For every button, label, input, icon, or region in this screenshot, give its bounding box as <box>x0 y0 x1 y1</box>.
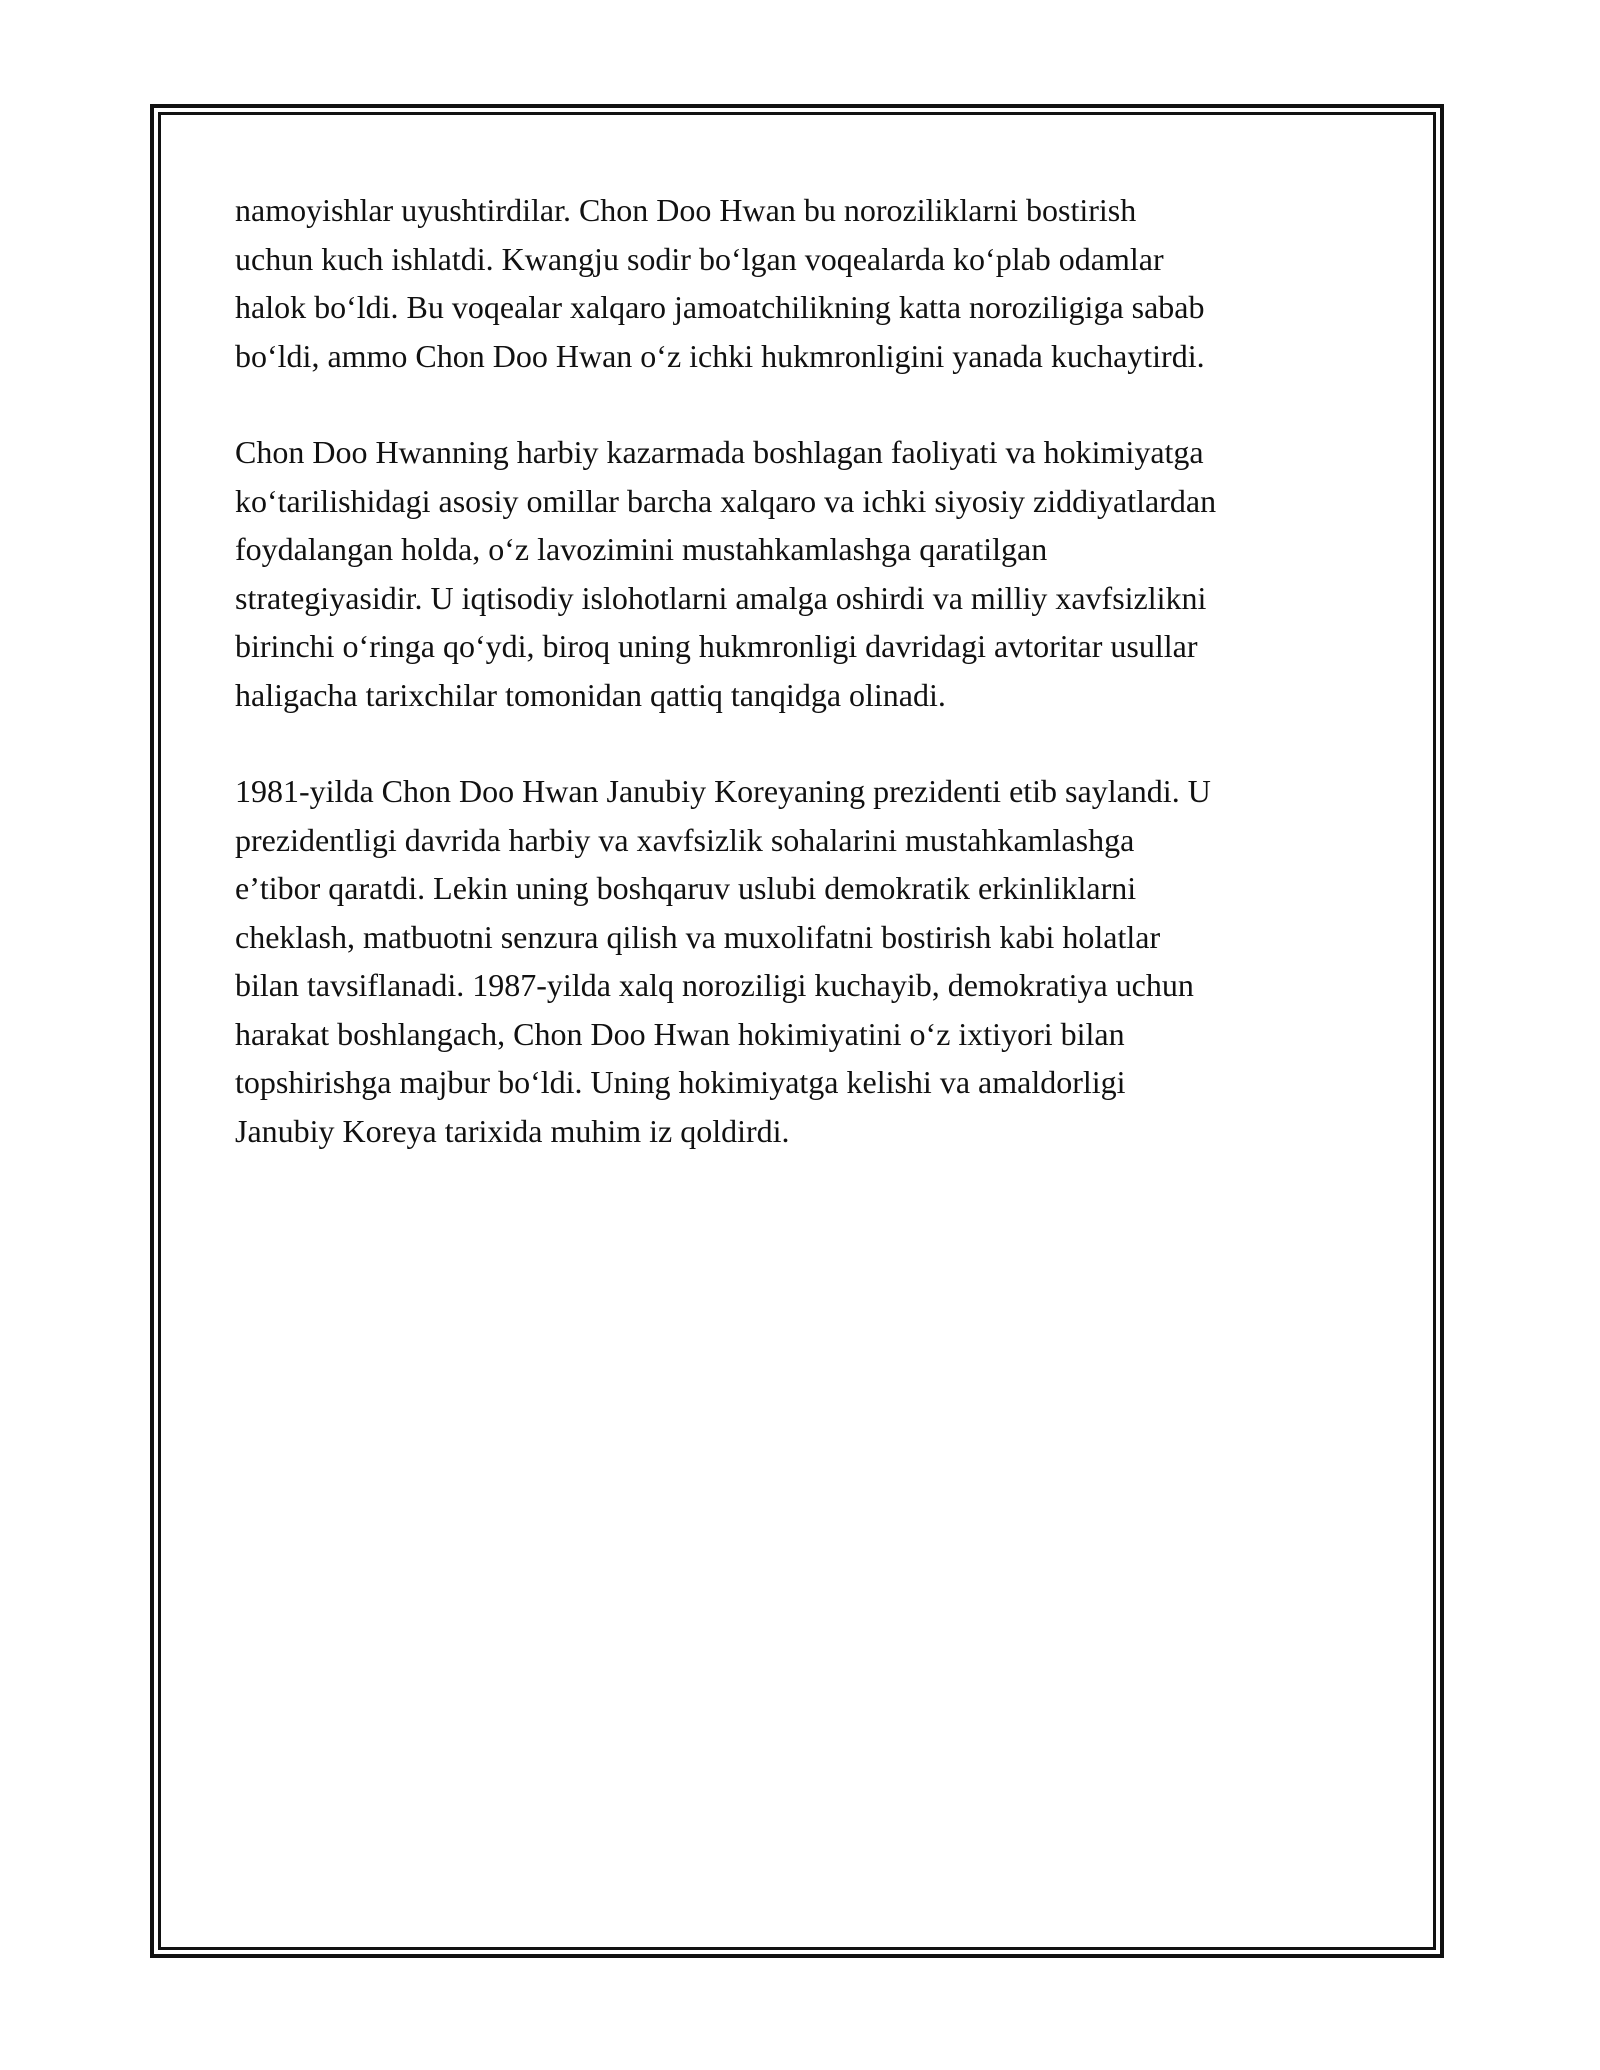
paragraph-1: namoyishlar uyushtirdilar. Chon Doo Hwan bu noroziliklarni bostirish uchun kuch ishlatdi. Kwangju sodir boʻlgan voqealarda koʻplab odamlar halok boʻldi. Bu voqealar xalqaro jamoatchilikning katta noroziligiga sabab boʻldi, ammo Chon Doo Hwan oʻz ichki hukmronligini yanada kuchaytirdi. <box>235 192 1205 374</box>
paragraph-3: 1981-yilda Chon Doo Hwan Janubiy Koreyaning prezidenti etib saylandi. U prezidentligi davrida harbiy va xavfsizlik sohalarini mustahkamlashga eʼtibor qaratdi. Lekin uning boshqaruv uslubi demokratik erkinliklarni cheklash, matbuotni senzura qilish va muxolifatni bostirish kabi holatlar bilan tavsiflanadi. 1987-yilda xalq noroziligi kuchayib, demokratiya uchun harakat boshlangach, Chon Doo Hwan hokimiyatini oʻz ixtiyori bilan topshirishga majbur boʻldi. Uning hokimiyatga kelishi va amaldorligi Janubiy Koreya tarixida muhim iz qoldirdi. <box>235 773 1211 1149</box>
paragraph-2: Chon Doo Hwanning harbiy kazarmada boshlagan faoliyati va hokimiyatga koʻtarilishidagi asosiy omillar barcha xalqaro va ichki siyosiy ziddiyatlardan foydalangan holda, oʻz lavozimini mustahkamlashga qaratilgan strategiyasidir. U iqtisodiy islohotlarni amalga oshirdi va milliy xavfsizlikni birinchi oʻringa qoʻydi, biroq uning hukmronligi davridagi avtoritar usullar haligacha tarixchilar tomonidan qattiq tanqidga olinadi. <box>235 434 1217 713</box>
document-body <box>235 186 1365 1203</box>
